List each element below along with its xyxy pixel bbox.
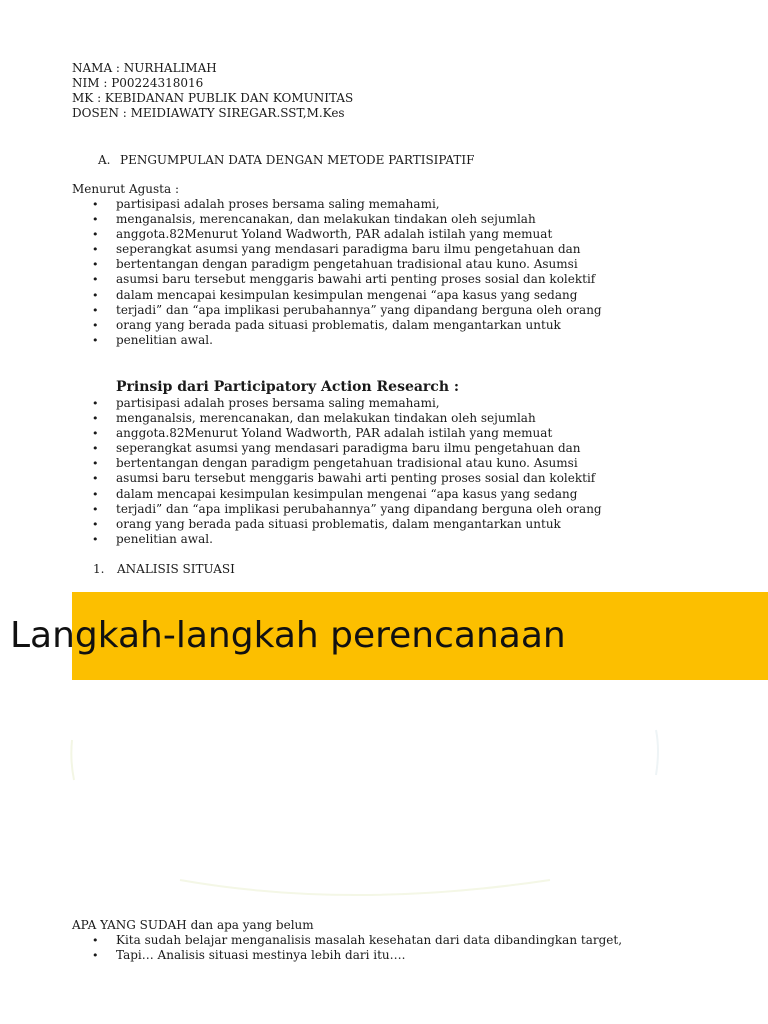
list-item: • terjadi” dan “apa implikasi perubahannya” yang dipandang berguna oleh orang (72, 303, 602, 318)
list-item: • orang yang berada pada situasi problematis, dalam mengantarkan untuk (72, 318, 602, 333)
apa-heading: APA YANG SUDAH dan apa yang belum (72, 918, 314, 932)
list-item: • anggota.82Menurut Yoland Wadworth, PAR adalah istilah yang memuat (72, 227, 602, 242)
list-item: • dalam mencapai kesimpulan kesimpulan mengenai “apa kasus yang sedang (72, 288, 602, 303)
list-item: • menganalsis, merencanakan, dan melakukan tindakan oleh sejumlah (72, 411, 602, 426)
analisis-title: ANALISIS SITUASI (117, 562, 235, 576)
list-item: • penelitian awal. (72, 333, 602, 348)
list-item: • terjadi” dan “apa implikasi perubahannya” yang dipandang berguna oleh orang (72, 502, 602, 517)
list-item: • orang yang berada pada situasi problematis, dalam mengantarkan untuk (72, 517, 602, 532)
course-name: MK : KEBIDANAN PUBLIK DAN KOMUNITAS (72, 91, 354, 105)
analisis-heading (93, 562, 235, 577)
list-item: • Tapi… Analisis situasi mestinya lebih dari itu…. (72, 948, 622, 963)
student-nim: NIM : P00224318016 (72, 76, 204, 90)
lecturer-name: DOSEN : MEIDIAWATY SIREGAR.SST,M.Kes (72, 106, 345, 120)
list-item: • partisipasi adalah proses bersama saling memahami, (72, 197, 602, 212)
prinsip-heading: Prinsip dari Participatory Action Research : (116, 379, 460, 395)
student-name: NAMA : NURHALIMAH (72, 61, 217, 75)
slide-title: Langkah-langkah perencanaan (10, 615, 566, 656)
list-item: • asumsi baru tersebut menggaris bawahi arti penting proses sosial dan kolektif (72, 471, 602, 486)
list-item: • partisipasi adalah proses bersama saling memahami, (72, 396, 602, 411)
intro-text: Menurut Agusta : (72, 182, 180, 196)
section-a-heading (98, 153, 474, 168)
list-item: • seperangkat asumsi yang mendasari paradigma baru ilmu pengetahuan dan (72, 441, 602, 456)
list-item: • seperangkat asumsi yang mendasari paradigma baru ilmu pengetahuan dan (72, 242, 602, 257)
analisis-number: 1. (93, 562, 105, 576)
student-info (72, 61, 353, 121)
list-item: • asumsi baru tersebut menggaris bawahi arti penting proses sosial dan kolektif (72, 272, 602, 287)
list-item: • dalam mencapai kesimpulan kesimpulan mengenai “apa kasus yang sedang (72, 487, 602, 502)
bullet-list-prinsip (72, 396, 602, 547)
list-item: • menganalsis, merencanakan, dan melakukan tindakan oleh sejumlah (72, 212, 602, 227)
section-a-title: PENGUMPULAN DATA DENGAN METODE PARTISIPATIF (120, 153, 475, 167)
section-a-number: A. (98, 153, 111, 167)
bullet-list-agusta (72, 197, 602, 348)
list-item: • bertentangan dengan paradigm pengetahuan tradisional atau kuno. Asumsi (72, 257, 602, 272)
list-item: • Kita sudah belajar menganalisis masalah kesehatan dari data dibandingkan target, (72, 933, 622, 948)
list-item: • anggota.82Menurut Yoland Wadworth, PAR adalah istilah yang memuat (72, 426, 602, 441)
list-item: • penelitian awal. (72, 532, 602, 547)
slide-decoration (70, 600, 670, 920)
list-item: • bertentangan dengan paradigm pengetahuan tradisional atau kuno. Asumsi (72, 456, 602, 471)
bullet-list-apa (72, 933, 622, 963)
